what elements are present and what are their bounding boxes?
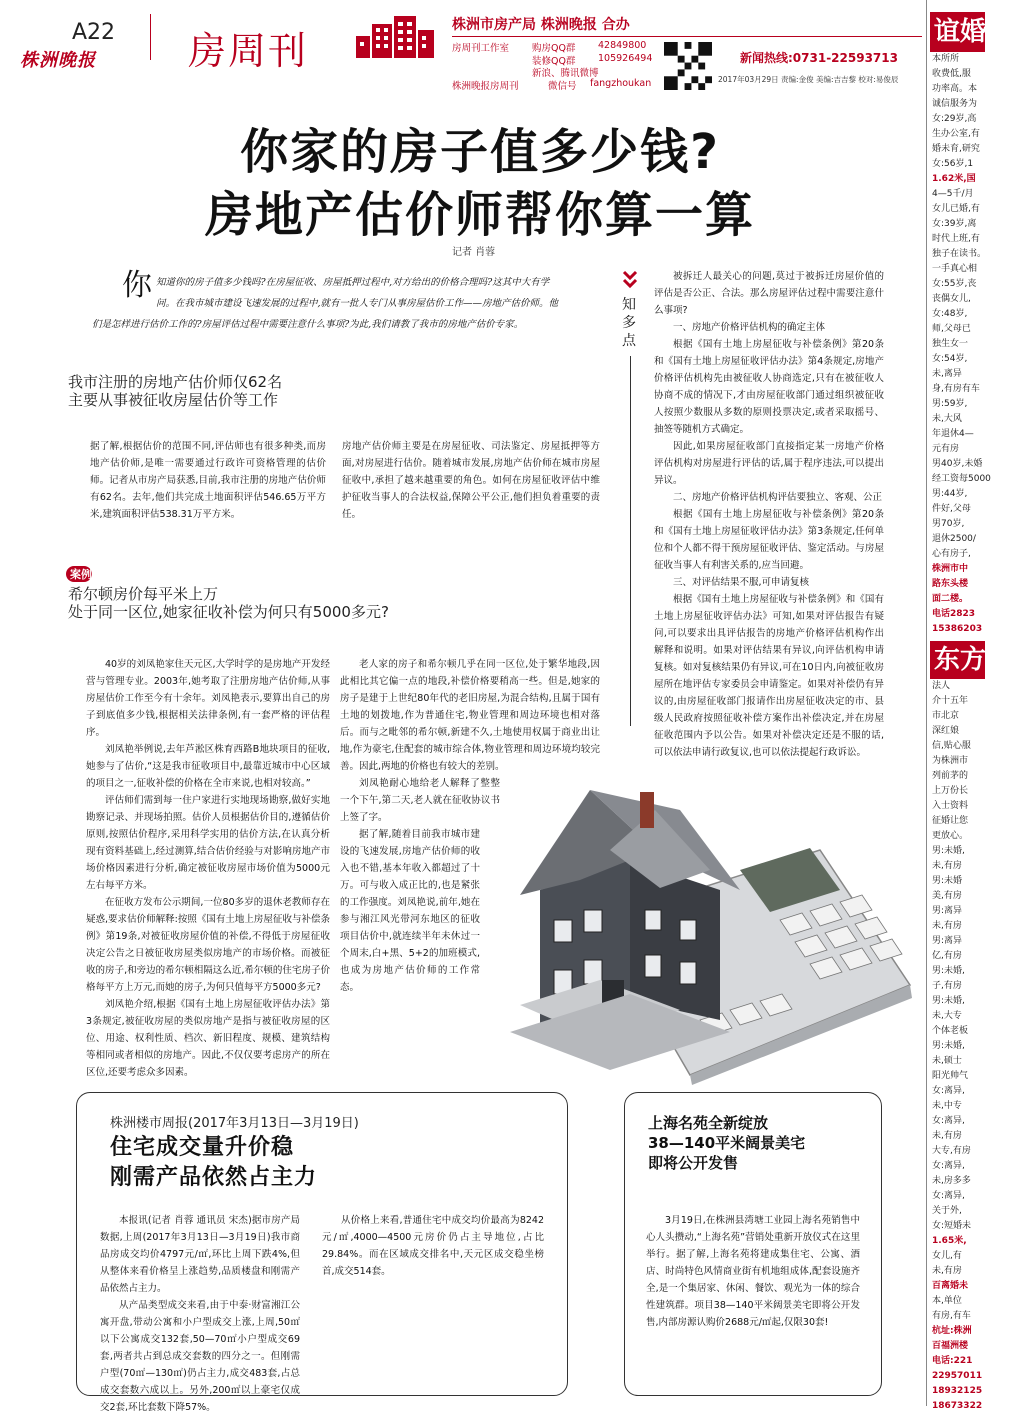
classified-line: 路东头楼 bbox=[932, 579, 969, 589]
classified-line: 电话:221 bbox=[932, 1356, 973, 1366]
classified-line: 本所所 bbox=[932, 54, 960, 64]
classified-line: 元有房 bbox=[932, 444, 960, 454]
classified-line: 未,中专 bbox=[932, 1101, 962, 1111]
classified-line: 子,有房 bbox=[932, 981, 962, 991]
classified-line: 功率高。本 bbox=[932, 84, 978, 94]
classified-line: 经工资每5000 bbox=[932, 474, 991, 484]
classified-line: 法人 bbox=[932, 681, 951, 691]
classified-line: 未,大专 bbox=[932, 1011, 962, 1021]
classified-line: 女:离异, bbox=[932, 1161, 965, 1171]
market-column-1 bbox=[100, 1212, 300, 1413]
classified-line: 深红娘 bbox=[932, 726, 960, 736]
classified-line: 女:离异, bbox=[932, 1116, 965, 1126]
classified-ad2-title: 东方 bbox=[930, 641, 985, 679]
classified-line: 年退休4— bbox=[932, 429, 974, 439]
classified-line: 女:54岁, bbox=[932, 354, 968, 364]
decor-qq: 105926494 bbox=[598, 53, 653, 64]
market-p1: 本报讯(记者 肖蓉 通讯员 宋杰)据市房产局数据,上周(2017年3月13日—3月19日)我市商品房成交均价4797元/㎡,环比上周下跌4%,但从整体来看价格呈上涨趋势,品质楼盘和刚需产品依然占主力。 bbox=[100, 1215, 300, 1294]
ad-title2: 38—140平米阔景美宅 bbox=[648, 1134, 806, 1152]
classified-line: 未,有房 bbox=[932, 1131, 962, 1141]
knowledge-p3: 因此,如果房屋征收部门直接指定某一房地产价格评估机构对房屋进行评估的话,属于程序违法,可以提出异议。 bbox=[654, 441, 884, 486]
classified-line: 18932125 bbox=[932, 1386, 983, 1396]
subheading-registered: 我市注册的房地产估价师仅62名 bbox=[68, 373, 283, 391]
classified-line: 心有房子, bbox=[932, 549, 971, 559]
classified-line: 时代上班,有 bbox=[932, 234, 980, 244]
building-logo-icon bbox=[352, 14, 440, 58]
classified-line: 女:29岁,高 bbox=[932, 114, 977, 124]
hotline: 新闻热线:0731-22593713 bbox=[740, 51, 898, 65]
wechat-label: 微信号 bbox=[548, 81, 577, 92]
classified-line: 1.62米,国 bbox=[932, 174, 976, 184]
classified-line: 株洲市中 bbox=[932, 564, 969, 574]
classified-ad2-body bbox=[930, 679, 985, 1414]
classified-line: 男:44岁, bbox=[932, 489, 968, 499]
classified-line: 1.65米, bbox=[932, 1236, 967, 1246]
classified-line: 大专,有房 bbox=[932, 1146, 971, 1156]
classified-line: 更放心。 bbox=[932, 831, 969, 841]
classified-line: 男:未婚 bbox=[932, 876, 963, 886]
ad-title3: 即将公开发售 bbox=[648, 1154, 739, 1172]
classified-line: 4—5千/月 bbox=[932, 189, 974, 199]
weibo-name: 株洲晚报房周刊 bbox=[452, 81, 519, 92]
classified-line: 男:59岁, bbox=[932, 399, 968, 409]
classified-line: 入士资料 bbox=[932, 801, 969, 811]
classified-line: 未,有房 bbox=[932, 861, 962, 871]
headline-line1: 你家的房子值多少钱? bbox=[240, 124, 720, 180]
classified-line: 关于外, bbox=[932, 1206, 962, 1216]
classified-line: 女儿,有 bbox=[932, 1251, 962, 1261]
knowledge-h2: 二、房地产价格评估机构评估要独立、客观、公正 bbox=[673, 492, 883, 503]
classified-line: 女:离异, bbox=[932, 1086, 965, 1096]
classified-line: 有房,有车 bbox=[932, 1311, 971, 1321]
classified-line: 22957011 bbox=[932, 1371, 983, 1381]
case-p7: 刘凤艳耐心地给老人解释了整整一个下午,第二天,老人就在征收协议书上签了字。 bbox=[340, 778, 500, 823]
classified-line: 本,单位 bbox=[932, 1296, 962, 1306]
classified-line: 师,父母已 bbox=[932, 324, 971, 334]
paragraph-1: 据了解,根据估价的范围不同,评估师也有很多种类,而房地产估价师,是唯一需要通过行政许可资格管理的估价师。记者从市房产局获悉,目前,我市注册的房地产估价师有62名。去年,他们共完成土地面积评估546.65万平方米,建筑面积评估538.31万平方米。 bbox=[90, 441, 326, 520]
page-number: A22 bbox=[72, 20, 116, 45]
classified-line: 男40岁,未婚 bbox=[932, 459, 983, 469]
section-title: 房周刊 bbox=[188, 29, 309, 73]
case-title1: 希尔顿房价每平米上万 bbox=[68, 585, 219, 603]
paper-name: 株洲晚报 bbox=[20, 50, 96, 71]
classified-line: 杭址:株洲 bbox=[932, 1326, 972, 1336]
classified-line: 未,离异 bbox=[932, 369, 962, 379]
classified-ad1-title: 谊婚友 bbox=[930, 12, 985, 52]
classified-line: 退休2500/ bbox=[932, 534, 976, 544]
partners: 株洲市房产局 株洲晚报 合办 bbox=[452, 17, 630, 33]
classified-line: 女儿已婚,有 bbox=[932, 204, 980, 214]
classified-line: 一手真心相 bbox=[932, 264, 978, 274]
classified-line: 女:55岁,丧 bbox=[932, 279, 977, 289]
classified-line: 为株洲市 bbox=[932, 756, 969, 766]
classified-line: 个体老板 bbox=[932, 1026, 969, 1036]
classified-line: 市北京 bbox=[932, 711, 960, 721]
studio-label: 房周刊工作室 bbox=[452, 43, 510, 54]
case-p2: 刘凤艳举例说,去年芦淞区株育西路B地块项目的征收,她参与了估价,“这是我市征收项目中,最靠近城市中心区域的项目之一,征收补偿的价格在全市来说,也相对较高。” bbox=[86, 744, 330, 789]
classified-line: 男70岁, bbox=[932, 519, 965, 529]
classified-line: 女:48岁, bbox=[932, 309, 968, 319]
classified-line: 列前茅的 bbox=[932, 771, 969, 781]
classified-line: 婚未育,研究 bbox=[932, 144, 980, 154]
lead-paragraph bbox=[92, 270, 562, 333]
classified-line: 未,房多多 bbox=[932, 1176, 971, 1186]
knowledge-h1: 一、房地产价格评估机构的确定主体 bbox=[673, 322, 826, 333]
weibo: 新浪、腾讯微博 bbox=[532, 68, 599, 79]
classified-line: 百福洲楼 bbox=[932, 1341, 969, 1351]
case-p3: 评估师们需到每一住户家进行实地现场勘察,做好实地勘察记录、并现场拍照。估价人员根据估价目的,遵循估价原则,按照估价程序,采用科学实用的估价方法,在认真分析现有资料基础上,经过测算,结合估价经验与对影响房地产市场价格因素进行分析,确定被征收房屋市场价值为5000元左右每平方米。 bbox=[86, 795, 330, 891]
ad-paragraph: 3月19日,在株洲县湾塘工业园上海名苑销售中心人头攒动,“上海名苑”营销处重新开放仪式在这里举行。据了解,上海名苑将建成集住宅、公寓、酒店、时尚特色风情商业街有机地组成体,配套设施齐全,是一个集居家、休闲、餐饮、观光为一体的综合性建筑群。项目38—140平米阔景美宅即将公开发售,内部房源认购价2688元/㎡起,仅限30套! bbox=[646, 1215, 860, 1328]
ad-title1: 上海名苑全新绽放 bbox=[648, 1114, 769, 1132]
classified-line: 未,有房 bbox=[932, 921, 962, 931]
classified-line: 女:39岁,离 bbox=[932, 219, 977, 229]
classified-line: 上万份长 bbox=[932, 786, 969, 796]
headline-line2: 房地产估价师帮你算一算 bbox=[204, 187, 755, 243]
market-column-2 bbox=[322, 1212, 544, 1280]
classified-line: 丧偶女儿, bbox=[932, 294, 971, 304]
classified-line: 件好,父母 bbox=[932, 504, 971, 514]
classified-line: 女:56岁,1 bbox=[932, 159, 974, 169]
buy-qq: 42849800 bbox=[598, 40, 647, 51]
classified-line: 未,大风 bbox=[932, 414, 962, 424]
classified-line: 男:未婚, bbox=[932, 966, 965, 976]
case-p4: 在征收方发布公示期间,一位80多岁的退休老教师存在疑惑,要求估价师解释:按照《国有土地上房屋征收与补偿条例》第19条,对被征收房屋价值的补偿,不得低于房屋征收决定公告之日被征收房屋类似房地产的市场价格。而被征收的房子,和旁边的希尔顿相隔这么近,希尔顿的住宅房子价格每平方上万元,而她的房子,为何只值每平方5000多元? bbox=[86, 897, 330, 993]
classified-line: 男:未婚, bbox=[932, 846, 965, 856]
classified-line: 身,有房有车 bbox=[932, 384, 980, 394]
knowledge-h3: 三、对评估结果不服,可申请复核 bbox=[673, 577, 810, 588]
classified-line: 未,有房 bbox=[932, 1266, 962, 1276]
classified-line: 介十五年 bbox=[932, 696, 969, 706]
classified-line: 女:离异, bbox=[932, 1191, 965, 1201]
chevron-down-icon bbox=[622, 270, 638, 292]
byline: 记者 肖蓉 bbox=[452, 247, 496, 258]
case-p8: 据了解,随着目前我市城市建设的飞速发展,房地产估价师的收入也不错,基本年收入都超过了十万。可与收入成正比的,也是紧张的工作强度。刘凤艳说,前年,她在参与湘江风光带河东地区的征收项目估价中,就连续半年未休过一个周末,白+黑、5+2的加班模式,也成为房地产估价师的工作常态。 bbox=[340, 829, 480, 993]
decor-qq-label: 装修QQ群 bbox=[532, 56, 576, 67]
knowledge-p1: 被拆迁人最关心的问题,莫过于被拆迁房屋价值的评估是否公正、合法。那么房屋评估过程中需要注意什么事项? bbox=[654, 271, 884, 316]
classified-ad1-body bbox=[930, 52, 991, 637]
classified-line: 男:未婚, bbox=[932, 1041, 965, 1051]
knowledge-p5: 根据《国有土地上房屋征收与补偿条例》和《国有土地上房屋征收评估办法》可知,如果对评估报告有疑问,可以要求出具评估报告的房地产价格评估机构作出解释和说明。如果对评估结果有异议,向评估机构申请复核。如对复核结果仍有异议,可在10日内,向被征收房屋所在地评估专家委员会申请鉴定。如果对补偿仍有异议的,由房屋征收部门报请作出房屋征收决定的市、县级人民政府按照征收补偿方案作出补偿决定,并在房屋征收范围内予以公告。如果对补偿决定还是不服的话,可以依法申请行政复议,也可以依法提起行政诉讼。 bbox=[654, 594, 884, 758]
case-title2: 处于同一区位,她家征收补偿为何只有5000多元? bbox=[68, 603, 389, 621]
case-column-1 bbox=[86, 656, 330, 1081]
classified-line: 15386203 bbox=[932, 624, 983, 634]
classified-line: 独子在读书。 bbox=[932, 249, 987, 259]
classified-line: 生办公室,有 bbox=[932, 129, 980, 139]
classified-line: 男:未婚, bbox=[932, 996, 965, 1006]
case-tag: 案例 bbox=[70, 568, 92, 581]
case-p5: 刘凤艳介绍,根据《国有土地上房屋征收评估办法》第3条规定,被征收房屋的类似房地产是指与被征收房屋的区位、用途、权利性质、档次、新旧程度、规模、建筑结构等相同或者相似的房地产。因此,不仅仅要考虑房产的所在区位,还要考虑众多因素。 bbox=[86, 999, 330, 1078]
classified-line: 收费低,服 bbox=[932, 69, 971, 79]
classifieds-strip bbox=[930, 12, 1012, 1411]
classified-line: 百离婚未 bbox=[932, 1281, 969, 1291]
paragraph-2: 房地产估价师主要是在房屋征收、司法鉴定、房屋抵押等方面,对房屋进行估价。随着城市发展,房地产估价师在城市房屋征收中,承担了越来越重要的角色。如何在房屋征收评估中维护征收当事人的合法权益,保障公平公正,他们担负着重要的责任。 bbox=[342, 441, 600, 520]
classified-line: 男:离异 bbox=[932, 906, 963, 916]
case-p1: 40岁的刘凤艳家住天元区,大学时学的是房地产开发经营与管理专业。2003年,她考取了注册房地产估价师,从事房屋估价工作至今有十余年。刘凤艳表示,要算出自己的房子到底值多少钱,根据相关法律条例,有一套严格的评估程序。 bbox=[86, 659, 330, 738]
house-calculator-illustration bbox=[480, 770, 920, 1085]
knowledge-p2: 根据《国有土地上房屋征收与补偿条例》第20条和《国有土地上房屋征收评估办法》第4条规定,房地产价格评估机构先由被征收人协商选定,只有在被征收人协商不成的情况下,才由房屋征收部门通过组织被征收人按照少数服从多数的原则投票决定,或者采取摇号、抽签等随机方式确定。 bbox=[654, 339, 884, 435]
knowledge-column bbox=[654, 268, 884, 761]
zhi-duo-dian-label: 知多点 bbox=[622, 297, 636, 349]
market-title1: 住宅成交量升价稳 bbox=[110, 1135, 295, 1160]
classified-line: 面二楼。 bbox=[932, 594, 969, 604]
knowledge-p4: 根据《国有土地上房屋征收与补偿条例》第20条和《国有土地上房屋征收评估办法》第3条规定,任何单位和个人都不得干预房屋征收评估、鉴定活动。与房屋征收当事人有利害关系的,应当回避。 bbox=[654, 509, 884, 571]
case-p6: 老人家的房子和希尔顿几乎在同一区位,处于繁华地段,因此相比其它偏一点的地段,补偿价格要稍高一些。但是,她家的房子是建于上世纪80年代的老旧房屋,为混合结构,且属于国有土地的划拨地,作为普通住宅,物业管理和周边环境也相对落后。而与之毗邻的希尔顿,新建不久,土地使用权属于商业出让地,作为豪宅,住配套的城市综合体,物业管理和周边环境均较完善。因此,两地的价格也有较大的差别。 bbox=[340, 659, 600, 772]
buy-qq-label: 购房QQ群 bbox=[532, 43, 576, 54]
classified-line: 18673322 bbox=[932, 1401, 983, 1411]
classified-line: 美,有房 bbox=[932, 891, 962, 901]
classified-line: 亿,有房 bbox=[932, 951, 962, 961]
qr-code-icon bbox=[664, 42, 712, 90]
classified-line: 未,硕士 bbox=[932, 1056, 962, 1066]
subheading-work: 主要从事被征收房屋估价等工作 bbox=[68, 391, 279, 409]
classified-line: 独生女一 bbox=[932, 339, 969, 349]
market-p2: 从产品类型成交来看,由于中泰·财富湘江公寓开盘,带动公寓和小户型成交上涨,上周,50㎡以下公寓成交132套,50—70㎡小户型成交69套,两者共占到总成交套数的四分之一。但刚需户型(70㎡—130㎡)仍占主力,成交483套,占总成交套数六成以上。另外,200㎡以上豪宅仅成交2套,环比套数下降57%。 bbox=[100, 1300, 300, 1413]
market-p3: 从价格上来看,普通住宅中成交均价最高为8242元/㎡,4000—4500元房价仍占主导地位,占比29.84%。而在区域成交排名中,天元区成交稳坐榜首,成交514套。 bbox=[322, 1215, 544, 1277]
market-title2: 刚需产品依然占主力 bbox=[110, 1165, 318, 1190]
classified-line: 男:离异 bbox=[932, 936, 963, 946]
classified-line: 阳光帅气 bbox=[932, 1071, 969, 1081]
lead-dropcap: 你 bbox=[122, 268, 152, 303]
classified-line: 征婚让您 bbox=[932, 816, 969, 826]
wechat-id: fangzhoukan bbox=[590, 78, 652, 89]
classified-line: 女:短婚未 bbox=[932, 1221, 972, 1231]
classified-line: 信,贴心服 bbox=[932, 741, 971, 751]
classified-line: 诚信服务为 bbox=[932, 99, 978, 109]
classified-line: 电话2823 bbox=[932, 609, 976, 619]
lead-text: 知道你的房子值多少钱吗?在房屋征收、房屋抵押过程中,对方给出的价格合理吗?这其中大有学问。在我市城市建设飞速发展的过程中,就有一批人专门从事房屋估价工作——房地产估价师。他们是怎样进行估价工作的?房屋评估过程中需要注意什么事项?为此,我们请教了我市的房地产估价专家。 bbox=[92, 277, 559, 330]
dateline: 2017年03月29日 责编:金俊 美编:吉吉黎 校对:易俊辰 bbox=[718, 75, 899, 84]
market-kicker: 株洲楼市周报(2017年3月13日—3月19日) bbox=[110, 1116, 359, 1131]
